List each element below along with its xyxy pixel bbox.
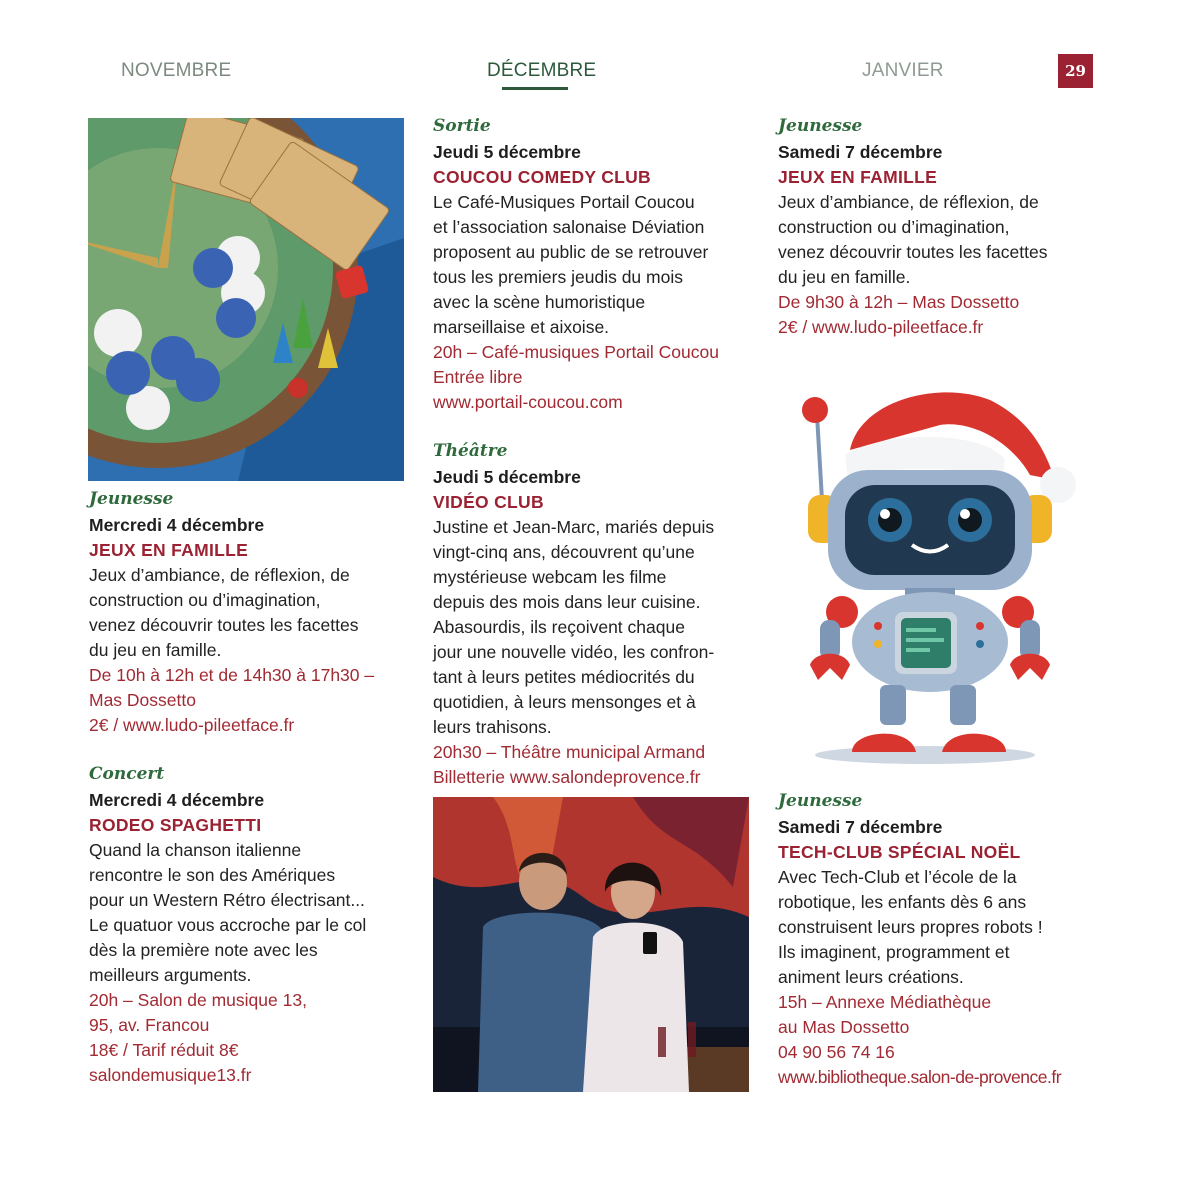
event-date: Samedi 7 décembre <box>778 817 943 837</box>
event-info <box>778 990 1098 1090</box>
info-line: De 9h30 à 12h – Mas Dossetto <box>778 292 1020 312</box>
desc-line: tous les premiers jeudis du mois <box>433 267 683 287</box>
event-tech-club <box>778 790 1098 1090</box>
event-category: Jeunesse <box>778 116 863 136</box>
desc-line: quotidien, à leurs mensonges et à <box>433 692 696 712</box>
info-line: au Mas Dossetto <box>778 1017 910 1037</box>
column-2 <box>433 115 753 790</box>
event-info <box>89 988 409 1088</box>
event-title: VIDÉO CLUB <box>433 492 544 512</box>
desc-line: dès la première note avec les <box>89 940 318 960</box>
event-date: Mercredi 4 décembre <box>89 515 265 535</box>
event-description <box>778 865 1098 990</box>
event-title: RODEO SPAGHETTI <box>89 815 262 835</box>
desc-line: construction ou d’imagination, <box>89 590 321 610</box>
info-line: Entrée libre <box>433 367 523 387</box>
event-date: Samedi 7 décembre <box>778 142 943 162</box>
info-line[interactable]: salondemusique13.fr <box>89 1065 252 1085</box>
event-rodeo-spaghetti <box>89 763 409 1088</box>
event-video-club <box>433 440 753 790</box>
event-date: Jeudi 5 décembre <box>433 467 581 487</box>
month-january: JANVIER <box>862 60 944 81</box>
desc-line: vingt-cinq ans, découvrent qu’une <box>433 542 695 562</box>
event-info <box>89 663 409 738</box>
event-category: Sortie <box>433 116 491 136</box>
month-december-active: DÉCEMBRE <box>487 60 597 81</box>
column-3-top <box>778 115 1098 340</box>
desc-line: du jeu en famille. <box>89 640 222 660</box>
info-line: De 10h à 12h et de 14h30 à 17h30 – <box>89 665 375 685</box>
info-line: 95, av. Francou <box>89 1015 210 1035</box>
event-date: Mercredi 4 décembre <box>89 790 265 810</box>
page-number-badge: 29 <box>1058 54 1093 88</box>
info-line[interactable]: 2€ / www.ludo-pileetface.fr <box>778 317 984 337</box>
desc-line: construction ou d’imagination, <box>778 217 1010 237</box>
month-november: NOVEMBRE <box>121 60 232 81</box>
desc-line: venez découvrir toutes les facettes <box>778 242 1048 262</box>
event-category: Jeunesse <box>778 791 863 811</box>
desc-line: animent leurs créations. <box>778 967 964 987</box>
event-description <box>433 515 753 740</box>
desc-line: venez découvrir toutes les facettes <box>89 615 359 635</box>
column-3-bottom <box>778 790 1098 1090</box>
event-category: Concert <box>89 764 165 784</box>
event-info <box>778 290 1098 340</box>
desc-line: Abasourdis, ils reçoivent chaque <box>433 617 685 637</box>
desc-line: Justine et Jean-Marc, mariés depuis <box>433 517 715 537</box>
desc-line: mystérieuse webcam les filme <box>433 567 667 587</box>
info-line: 20h30 – Théâtre municipal Armand <box>433 742 706 762</box>
desc-line: Ils imaginent, programment et <box>778 942 1010 962</box>
info-line: 20h – Salon de musique 13, <box>89 990 307 1010</box>
desc-line: jour une nouvelle vidéo, les confron- <box>433 642 715 662</box>
desc-line: Quand la chanson italienne <box>89 840 302 860</box>
desc-line: depuis des mois dans leur cuisine. <box>433 592 701 612</box>
desc-line: leurs trahisons. <box>433 717 552 737</box>
active-month-underline <box>502 87 568 90</box>
desc-line: construisent leurs propres robots ! <box>778 917 1043 937</box>
desc-line: pour un Western Rétro électrisant... <box>89 890 365 910</box>
theatre-photo <box>433 797 749 1092</box>
info-line[interactable]: Billetterie www.salondeprovence.fr <box>433 767 701 787</box>
event-description <box>778 190 1098 290</box>
event-title: TECH-CLUB SPÉCIAL NOËL <box>778 842 1021 862</box>
desc-line: marseillaise et aixoise. <box>433 317 610 337</box>
info-line: Mas Dossetto <box>89 690 196 710</box>
info-line: 15h – Annexe Médiathèque <box>778 992 992 1012</box>
event-jeux-en-famille-mercredi <box>89 488 409 738</box>
event-description <box>89 563 409 663</box>
desc-line: meilleurs arguments. <box>89 965 252 985</box>
event-info <box>433 740 753 790</box>
desc-line: robotique, les enfants dès 6 ans <box>778 892 1027 912</box>
column-1 <box>89 488 409 1088</box>
desc-line: Le Café-Musiques Portail Coucou <box>433 192 695 212</box>
event-title: JEUX EN FAMILLE <box>778 167 938 187</box>
christmas-robot-illustration <box>790 380 1090 770</box>
info-line: 04 90 56 74 16 <box>778 1042 895 1062</box>
info-line[interactable]: www.portail-coucou.com <box>433 392 623 412</box>
desc-line: Jeux d’ambiance, de réflexion, de <box>778 192 1039 212</box>
event-coucou-comedy-club <box>433 115 753 415</box>
event-date: Jeudi 5 décembre <box>433 142 581 162</box>
event-category: Théâtre <box>433 441 508 461</box>
board-game-photo <box>88 118 404 481</box>
info-line[interactable]: www.bibliotheque.salon-de-provence.fr <box>778 1067 1062 1087</box>
info-line[interactable]: 2€ / www.ludo-pileetface.fr <box>89 715 295 735</box>
info-line: 20h – Café-musiques Portail Coucou <box>433 342 719 362</box>
desc-line: du jeu en famille. <box>778 267 911 287</box>
desc-line: avec la scène humoristique <box>433 292 646 312</box>
info-line: 18€ / Tarif réduit 8€ <box>89 1040 239 1060</box>
event-jeux-en-famille-samedi <box>778 115 1098 340</box>
event-title: JEUX EN FAMILLE <box>89 540 249 560</box>
event-title: COUCOU COMEDY CLUB <box>433 167 651 187</box>
event-description <box>89 838 409 988</box>
desc-line: et l’association salonaise Déviation <box>433 217 705 237</box>
desc-line: Avec Tech-Club et l’école de la <box>778 867 1017 887</box>
desc-line: proposent au public de se retrouver <box>433 242 709 262</box>
desc-line: Jeux d’ambiance, de réflexion, de <box>89 565 350 585</box>
desc-line: tant à leurs petites médiocrités du <box>433 667 695 687</box>
event-info <box>433 340 753 415</box>
desc-line: rencontre le son des Amériques <box>89 865 336 885</box>
event-description <box>433 190 753 340</box>
event-category: Jeunesse <box>89 489 174 509</box>
desc-line: Le quatuor vous accroche par le col <box>89 915 367 935</box>
